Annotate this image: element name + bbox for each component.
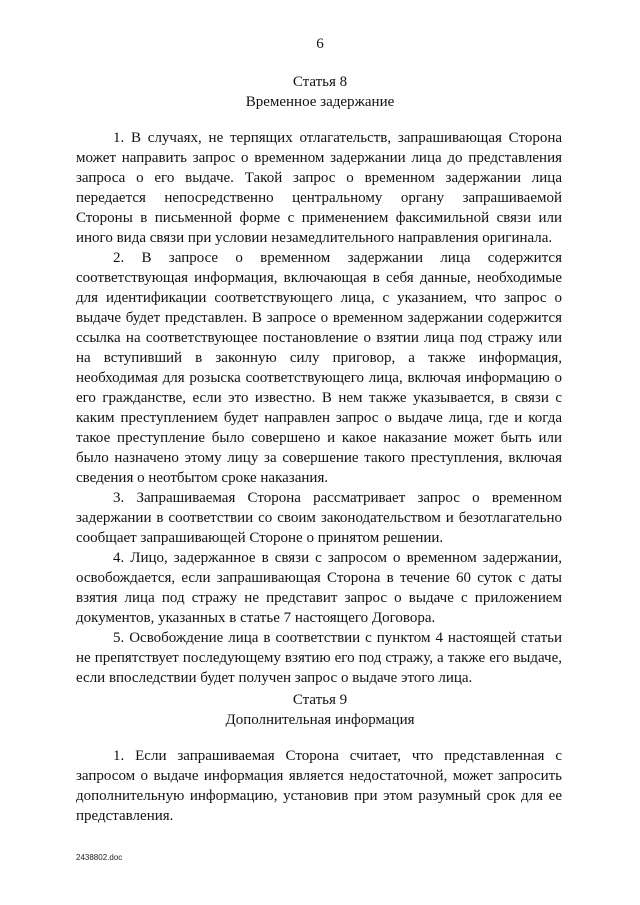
page-number: 6 — [316, 36, 324, 52]
article-title: Временное задержание — [245, 94, 395, 110]
file-name-footer: 2438802.doc — [76, 853, 123, 862]
paragraph: 3. Запрашиваемая Сторона рассматривает запрос о временном задержании в соответствии со своим законодательством и безотлагательно сообщает запрашивающей Стороне о принятом решении. — [76, 490, 562, 546]
paragraph: 1. В случаях, не терпящих отлагательств, запрашивающая Сторона может направить запрос о временном задержании лица до представления запроса о его выдаче. Такой запрос о временном задержании лица передается непосредственно центральному органу запрашиваемой Стороны в письменной форме с применением факсимильной связи или иного вида связи при условии незамедлительного направления оригинала. — [76, 130, 562, 246]
paragraph: 1. Если запрашиваемая Сторона считает, что представленная с запросом о выдаче информация является недостаточной, может запросить дополнительную информацию, установив при этом разумный срок для ее представления. — [76, 748, 562, 824]
article-9-body — [76, 746, 562, 826]
article-title: Дополнительная информация — [225, 712, 415, 728]
paragraph: 4. Лицо, задержанное в связи с запросом о временном задержании, освобождается, если запрашивающая Сторона в течение 60 суток с даты взятия лица под стражу не представит запрос о выдаче с приложением документов, указанных в статье 7 настоящего Договора. — [76, 550, 562, 626]
paragraph: 5. Освобождение лица в соответствии с пунктом 4 настоящей статьи не препятствует последующему взятию его под стражу, а также его выдаче, если впоследствии будет получен запрос о выдаче этого лица. — [76, 630, 562, 686]
article-8-heading — [0, 72, 640, 112]
article-8-body — [76, 128, 562, 688]
article-9-heading — [0, 690, 640, 730]
paragraph: 2. В запросе о временном задержании лица содержится соответствующая информация, включающая в себя данные, необходимые для идентификации соответствующего лица, с указанием, что запрос о выдаче будет представлен. В запросе о временном задержании содержится ссылка на соответствующее постановление о взятии лица под стражу или на вступивший в законную силу приговор, а также информация, необходимая для розыска соответствующего лица, включая информацию о его гражданстве, если это известно. В нем также указывается, в связи с каким преступлением будет направлен запрос о выдаче лица, где и когда такое преступление было совершено и какое наказание может быть или было назначено этому лицу за совершение такого преступления, включая сведения о неотбытом сроке наказания. — [76, 250, 562, 486]
article-label: Статья 8 — [292, 74, 348, 90]
article-label: Статья 9 — [292, 692, 348, 708]
